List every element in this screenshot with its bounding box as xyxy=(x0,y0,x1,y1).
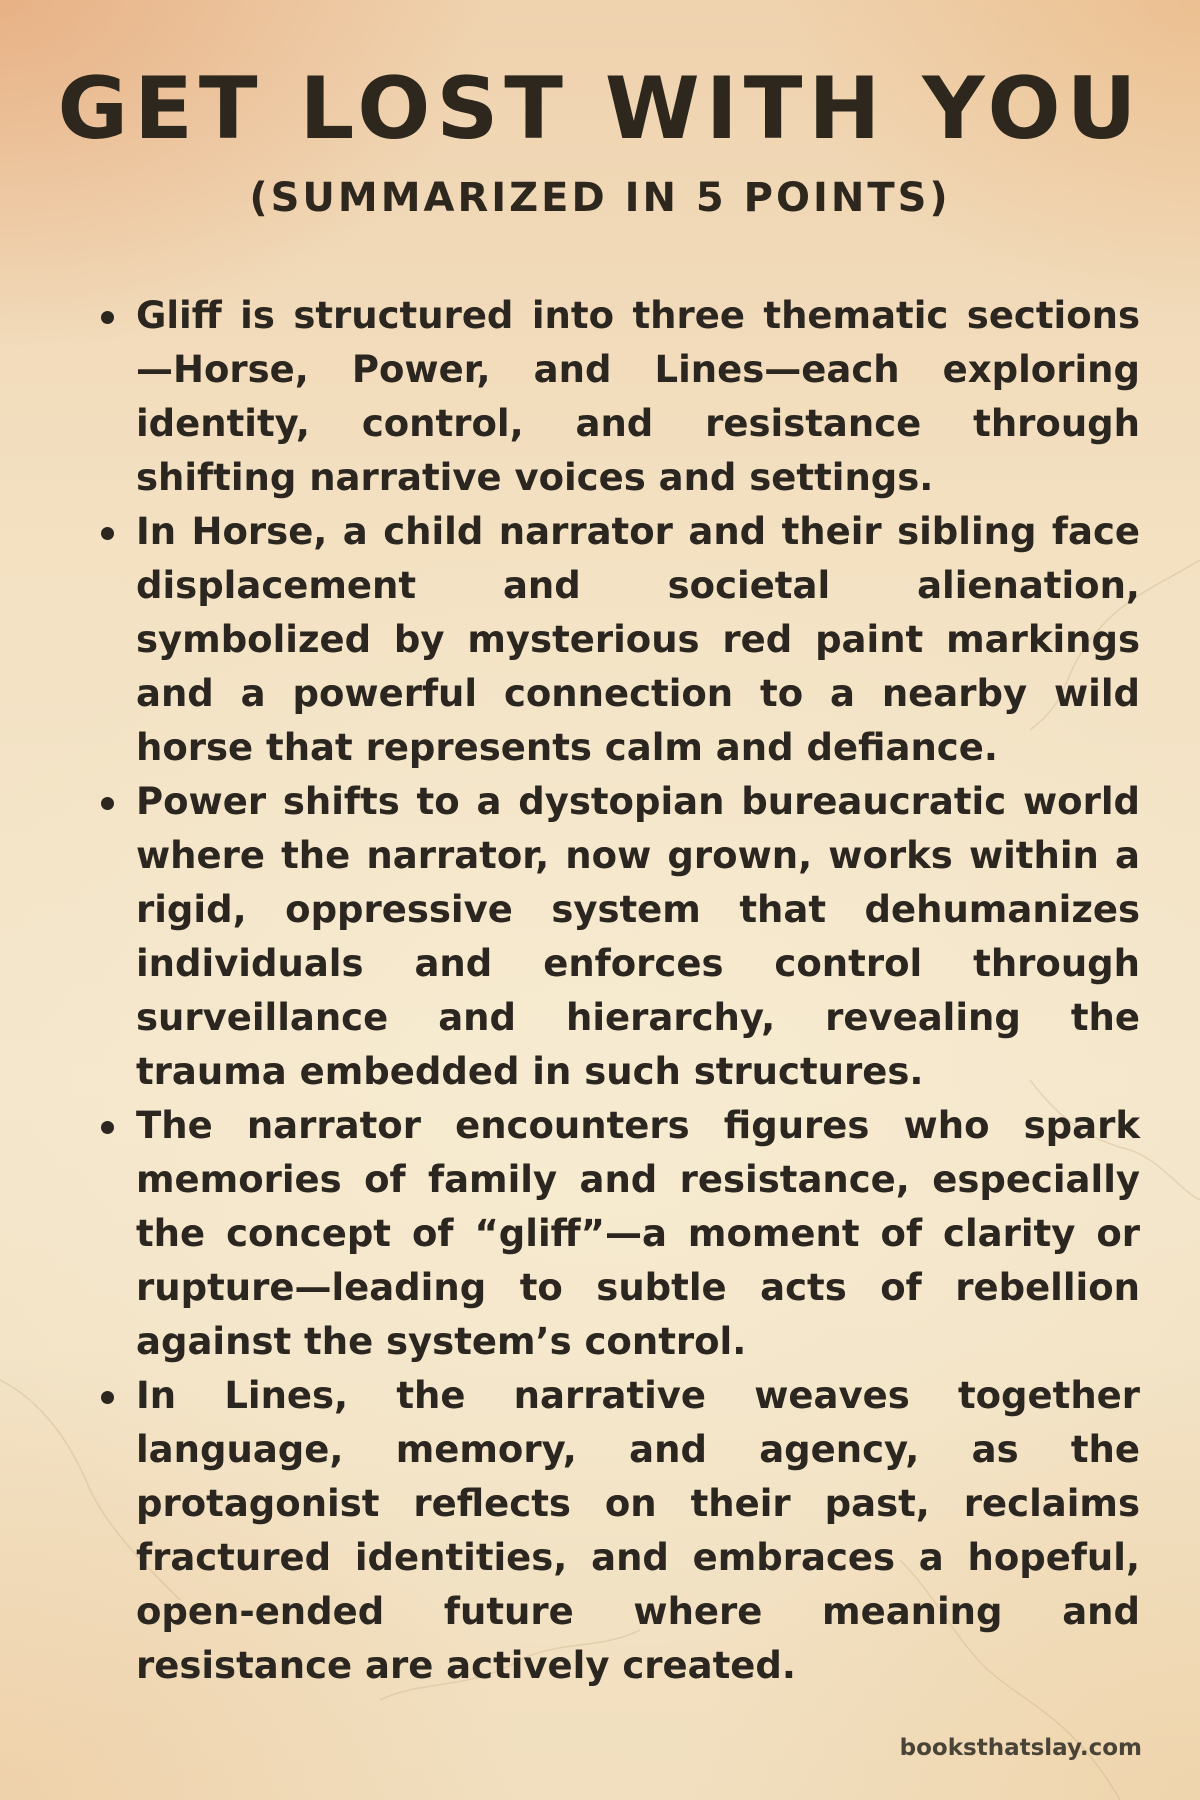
summary-point-text: The narrator encounters figures who spark memories of family and resistance, especially the concept of “gliff”—a moment of clarity or rupture—leading to subtle acts of rebellion against the system’s control. xyxy=(136,1104,1140,1363)
site-watermark: booksthatslay.com xyxy=(899,1735,1142,1761)
bullet-icon xyxy=(101,797,114,810)
summary-point xyxy=(95,505,1140,775)
summary-point xyxy=(95,289,1140,505)
summary-point-text: In Horse, a child narrator and their sibling face displacement and societal alienation, symbolized by mysterious red paint markings and a powerful connection to a nearby wild horse that represents calm and defiance. xyxy=(136,510,1140,769)
summary-point-text: In Lines, the narrative weaves together language, memory, and agency, as the protagonist reflects on their past, reclaims fractured identities, and embraces a hopeful, open-ended future where meaning and resistance are actively created. xyxy=(136,1374,1140,1687)
page-subtitle: (SUMMARIZED IN 5 POINTS) xyxy=(249,175,951,221)
summary-points xyxy=(95,289,1140,1693)
bullet-icon xyxy=(101,1121,114,1134)
summary-point xyxy=(95,1099,1140,1369)
summary-point xyxy=(95,1369,1140,1693)
summary-point-text: Power shifts to a dystopian bureaucratic world where the narrator, now grown, works within a rigid, oppressive system that dehumanizes individuals and enforces control through surveillance and hierarchy, revealing the trauma embedded in such structures. xyxy=(136,780,1140,1093)
bullet-icon xyxy=(101,527,114,540)
summary-point-text: Gliff is structured into three thematic sections—Horse, Power, and Lines—each exploring identity, control, and resistance through shifting narrative voices and settings. xyxy=(136,294,1140,499)
bullet-icon xyxy=(101,1391,114,1404)
page-title: GET LOST WITH YOU xyxy=(57,59,1143,159)
bullet-icon xyxy=(101,311,114,324)
summary-point xyxy=(95,775,1140,1099)
